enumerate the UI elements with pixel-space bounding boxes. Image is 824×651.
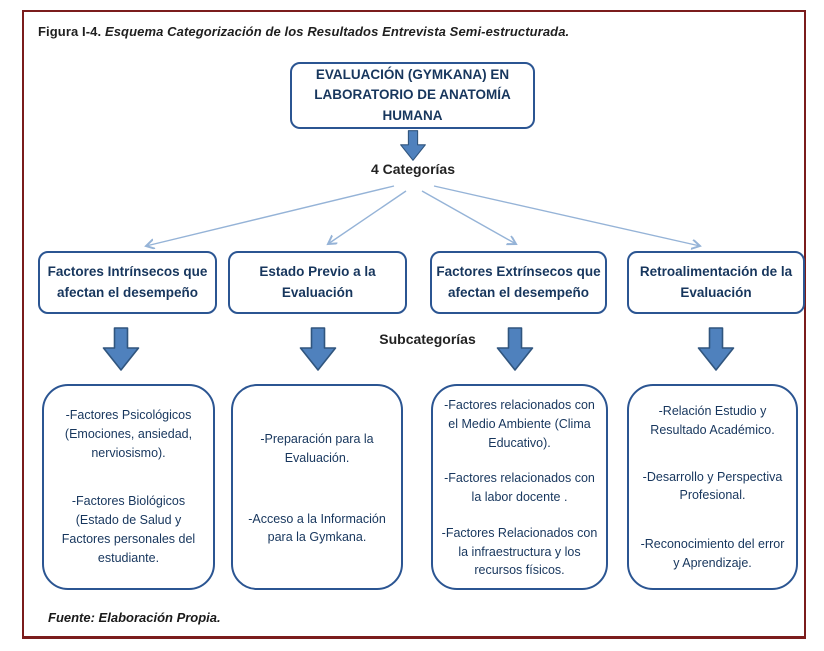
down-block-arrow-icon: [496, 327, 534, 371]
fan-arrow: [434, 186, 700, 246]
category-title-line: Retroalimentación de la: [639, 264, 793, 280]
category-node-factores-extrinsecos: [430, 251, 607, 314]
subcategories-label: Subcategorías: [379, 331, 476, 347]
category-title-line: Factores Extrínsecos que: [436, 264, 601, 280]
subcategory-box-factores-intrinsecos: [42, 384, 215, 590]
category-title-line: Evaluación: [680, 284, 752, 300]
root-node-line: LABORATORIO DE ANATOMÍA: [314, 87, 511, 103]
subcategory-item: -Desarrollo y Perspectiva Profesional.: [642, 469, 783, 503]
subcategory-box-estado-previo: [231, 384, 403, 590]
root-node-line: HUMANA: [382, 107, 443, 123]
subcategory-item: -Reconocimiento del error y Aprendizaje.: [640, 537, 785, 570]
figure-caption-title: Esquema Categorización de los Resultados Entrevista Semi-estructurada.: [104, 24, 570, 39]
subcategory-item: -Factores Biológicos (Estado de Salud y Factores personales del estudiante.: [61, 494, 196, 565]
category-node-estado-previo: [228, 251, 407, 314]
figure-caption: [38, 24, 569, 39]
subcategory-item: -Preparación para la Evaluación.: [260, 432, 374, 465]
category-title-line: afectan el desempeño: [447, 284, 590, 300]
root-node-line: EVALUACIÓN (GYMKANA) EN: [315, 67, 510, 83]
fan-arrow: [146, 186, 394, 246]
subcategory-item: -Factores Relacionados con la infraestructura y los recursos físicos.: [441, 525, 598, 578]
subcategory-item: -Relación Estudio y Resultado Académico.: [650, 404, 775, 437]
root-node-evaluacion: [290, 62, 535, 129]
category-node-factores-intrinsecos: [38, 251, 217, 314]
fan-arrow: [422, 191, 516, 244]
category-title-line: Evaluación: [281, 284, 354, 300]
subcategory-box-retroalimentacion: [627, 384, 798, 590]
down-block-arrow-icon: [697, 327, 735, 371]
category-title-line: Factores Intrínsecos que: [47, 264, 208, 280]
subcategory-box-factores-extrinsecos: [431, 384, 608, 590]
subcategory-item: -Acceso a la Información para la Gymkana.: [248, 511, 386, 545]
category-title-line: Estado Previo a la: [259, 264, 376, 280]
down-block-arrow-icon: [102, 327, 140, 371]
category-fan-arrows: [22, 182, 806, 252]
categories-count-label: 4 Categorías: [370, 161, 456, 177]
down-block-arrow-icon: [299, 327, 337, 371]
subcategory-item: -Factores relacionados con la labor docente .: [444, 471, 595, 504]
source-note: Fuente: Elaboración Propia.: [48, 610, 221, 625]
subcategory-item: -Factores relacionados con el Medio Ambiente (Clima Educativo).: [444, 398, 595, 450]
subcategory-item: -Factores Psicológicos (Emociones, ansiedad, nerviosismo).: [64, 408, 193, 460]
figure-caption-prefix: Figura I-4.: [38, 24, 102, 39]
category-title-line: afectan el desempeño: [56, 284, 199, 300]
down-block-arrow-icon: [398, 130, 428, 161]
category-node-retroalimentacion: [627, 251, 805, 314]
